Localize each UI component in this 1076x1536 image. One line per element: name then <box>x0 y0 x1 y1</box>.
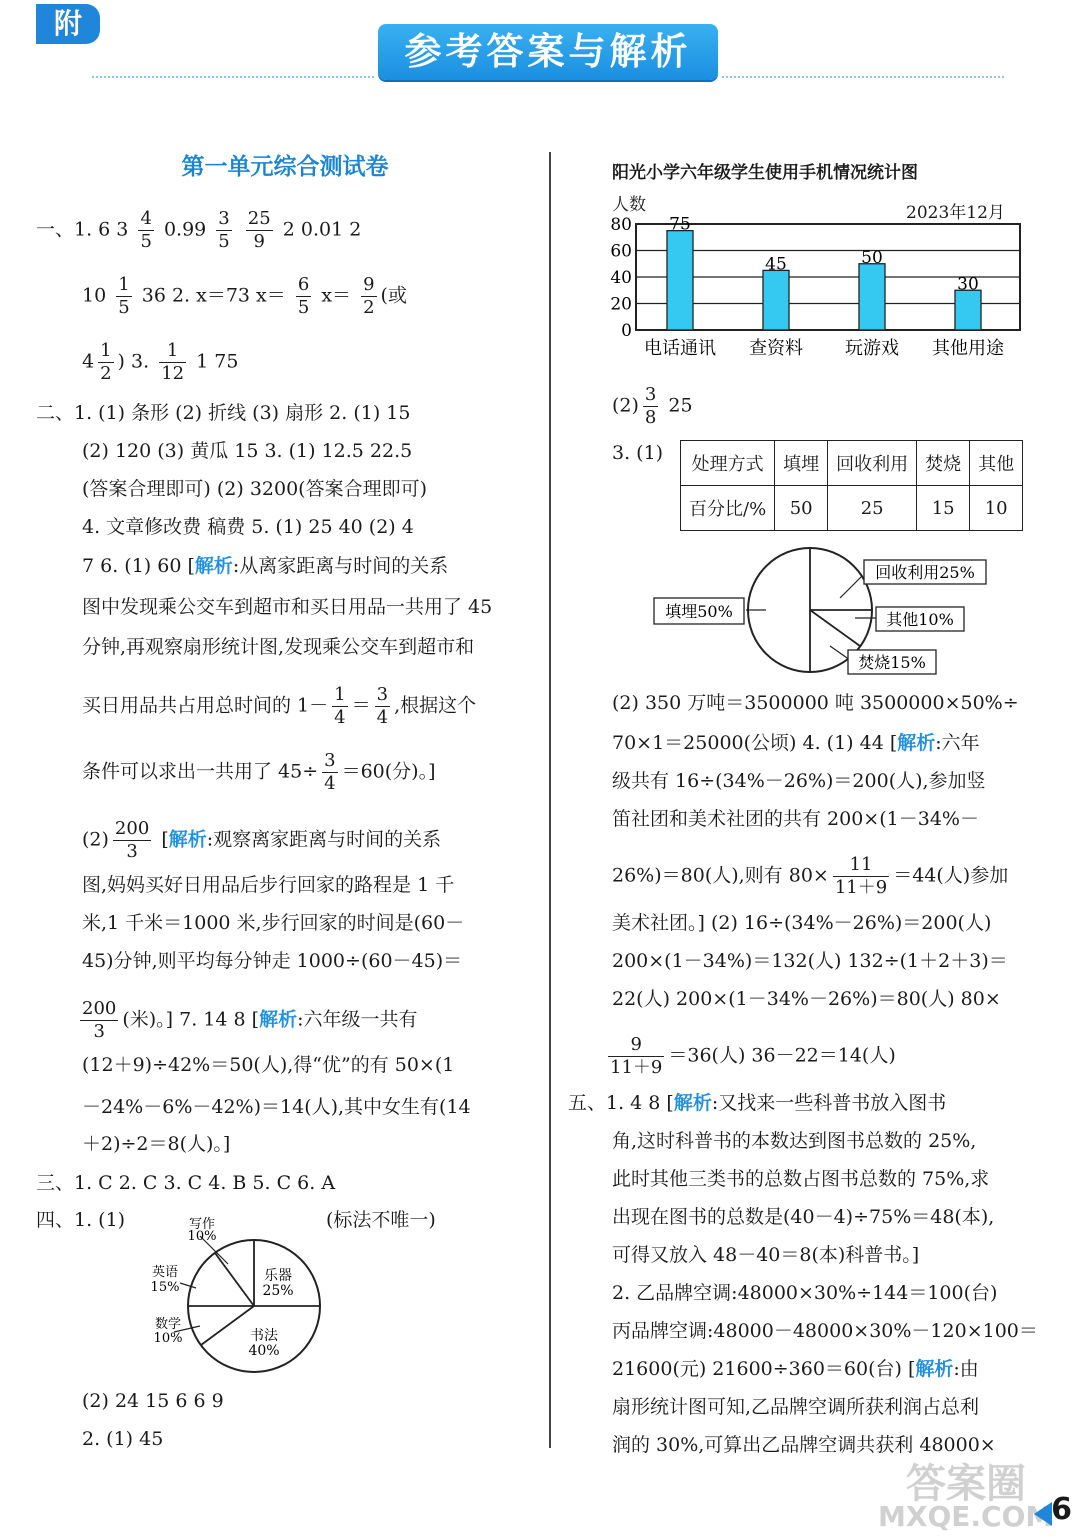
phone-usage-bar-chart <box>600 210 1050 370</box>
pie2-label: 其他10% <box>886 610 954 629</box>
pie2-label: 回收利用25% <box>875 563 975 582</box>
answer-line: $\frac{9}{11+9}$ ＝36(人) 36－22＝14(人) <box>610 1034 896 1078</box>
answer-line: 2. 乙品牌空调:48000×30%÷144＝100(台) <box>612 1282 998 1304</box>
answer-line: ＋2)÷2＝8(人)。] <box>82 1133 231 1155</box>
table-header: 其他 <box>970 441 1023 486</box>
answer-line: －24%－6%－42%)＝14(人),其中女生有(14 <box>82 1096 471 1118</box>
answer-line: 润的 30%,可算出乙品牌空调共获利 48000× <box>612 1434 996 1456</box>
table-header: 填埋 <box>775 441 828 486</box>
watermark-logo: 答案圈 <box>906 1461 1026 1507</box>
answer-line: 米,1 千米＝1000 米,步行回家的时间是(60－ <box>82 912 465 934</box>
answer-line: 200×(1－34%)＝132(人) 132÷(1＋2＋3)＝ <box>612 950 1008 972</box>
pie2-label: 焚烧15% <box>858 653 926 672</box>
answer-line: 条件可以求出一共用了 45÷ $\frac{3}{4}$ ＝60(分)。] <box>82 750 436 794</box>
subject-pie-chart <box>140 1217 340 1392</box>
table-cell: 10 <box>970 486 1023 531</box>
answer-line: (2) $\frac{3}{8}$ 25 <box>612 384 693 428</box>
answer-line: (答案合理即可) (2) 3200(答案合理即可) <box>82 478 427 500</box>
waste-pie-chart <box>650 540 990 680</box>
answer-line: 四、1. (1) <box>36 1209 126 1231</box>
answer-line: 45)分钟,则平均每分钟走 1000÷(60－45)＝ <box>82 950 463 972</box>
table-header: 回收利用 <box>828 441 917 486</box>
answer-line: 21600(元) 21600÷360＝60(台) [解析:由 <box>612 1358 979 1380</box>
answer-line: 图,妈妈买好日用品后步行回家的路程是 1 千 <box>82 874 455 896</box>
appendix-tab: 附 <box>36 4 100 44</box>
chart-y-label: 人数 <box>612 195 646 215</box>
x-category-label: 其他用途 <box>932 338 1004 359</box>
table-cell: 25 <box>828 486 917 531</box>
chart-title: 阳光小学六年级学生使用手机情况统计图 <box>612 163 918 183</box>
watermark-url: MXQE.COM <box>878 1500 1054 1533</box>
x-category-label: 查资料 <box>749 338 803 359</box>
table-cell: 50 <box>775 486 828 531</box>
waste-disposal-table <box>680 440 1023 531</box>
answer-line: 笛社团和美术社团的共有 200×(1－34%－ <box>612 808 979 830</box>
pie1-label: 10% <box>187 1229 217 1244</box>
table-cell: 15 <box>917 486 970 531</box>
answer-line: $\frac{200}{3}$ (米)。] 7. 14 8 [解析:六年级一共有 <box>82 998 418 1042</box>
answer-line: 4 $\frac{1}{2}$ ) 3. $\frac{1}{12}$ 1 75 <box>82 340 239 384</box>
answer-line: 五、1. 4 8 [解析:又找来一些科普书放入图书 <box>568 1092 947 1114</box>
answer-line: 可得又放入 48－40＝8(本)科普书。] <box>612 1244 920 1266</box>
y-tick-label: 60 <box>610 241 632 262</box>
bar-value-label: 75 <box>669 214 691 235</box>
answer-line: 分钟,再观察扇形统计图,发现乘公交车到超市和 <box>82 636 475 658</box>
pie1-label: 数学 <box>154 1317 182 1332</box>
table-header: 处理方式 <box>681 441 775 486</box>
pie2-label: 填埋50% <box>665 602 733 621</box>
chart-date: 2023年12月 <box>906 203 1005 223</box>
page-arrow-icon <box>1034 1502 1052 1526</box>
pie1-label: 15% <box>150 1280 180 1295</box>
y-tick-label: 20 <box>610 294 632 315</box>
answer-line: (12＋9)÷42%＝50(人),得“优”的有 50×(1 <box>82 1054 455 1076</box>
pie1-label: 写作 <box>188 1217 216 1232</box>
table-cell: 百分比/% <box>681 486 775 531</box>
answer-line: 美术社团。] (2) 16÷(34%－26%)＝200(人) <box>612 912 992 934</box>
answer-line: 22(人) 200×(1－34%－26%)＝80(人) 80× <box>612 988 1001 1010</box>
answer-line: (2) 350 万吨＝3500000 吨 3500000×50%÷ <box>612 692 1019 714</box>
answer-line: 扇形统计图可知,乙品牌空调所获利润占总利 <box>612 1396 980 1418</box>
pie1-label: 10% <box>153 1331 183 1346</box>
bar-value-label: 50 <box>861 247 883 268</box>
answer-line: 图中发现乘公交车到超市和买日用品一共用了 45 <box>82 596 493 618</box>
column-divider <box>549 152 551 1448</box>
answer-line: 7 6. (1) 60 [解析:从离家距离与时间的关系 <box>82 555 449 577</box>
answer-line: 一、1. 6 3 $\frac{4}{5}$ 0.99 $\frac{3}{5}$ $\frac{25}{9}$ 2 0.01 2 <box>36 208 362 252</box>
answer-line: 角,这时科普书的本数达到图书总数的 25%, <box>612 1130 977 1152</box>
bar <box>859 264 885 330</box>
answer-line: 此时其他三类书的总数占图书总数的 75%,求 <box>612 1168 990 1190</box>
bar-value-label: 45 <box>765 254 787 275</box>
y-tick-label: 40 <box>610 268 632 288</box>
section-title: 第一单元综合测试卷 <box>181 154 389 180</box>
pie1-label: 乐器 <box>264 1268 292 1284</box>
page-number: 6 <box>1051 1492 1072 1527</box>
answer-line: (2) 24 15 6 6 9 <box>82 1390 224 1412</box>
answer-line: 10 $\frac{1}{5}$ 36 2. x＝73 x＝ $\frac{6}{5}$ x＝ $\frac{9}{2}$ (或 <box>82 274 407 318</box>
pie1-label: 40% <box>248 1343 280 1359</box>
pie1-label: 25% <box>262 1283 294 1299</box>
answer-line: 2. (1) 45 <box>82 1428 164 1450</box>
answer-line: 26%)＝80(人),则有 80× $\frac{11}{11+9}$ ＝44(人)参加 <box>612 854 1009 898</box>
answer-line: 丙品牌空调:48000－48000×30%－120×100＝ <box>612 1320 1038 1342</box>
bar <box>763 270 789 330</box>
answer-line: (2) $\frac{200}{3}$ [解析:观察离家距离与时间的关系 <box>82 818 442 862</box>
header-dotted-line-left <box>92 76 374 78</box>
header-dotted-line-right <box>722 76 1004 78</box>
answer-line: 3. (1) <box>612 442 664 464</box>
answer-line: 级共有 16÷(34%－26%)＝200(人),参加竖 <box>612 770 986 792</box>
bar <box>667 231 693 330</box>
answer-line: 出现在图书的总数是(40－4)÷75%＝48(本), <box>612 1206 995 1228</box>
bar-value-label: 30 <box>957 274 979 295</box>
x-category-label: 玩游戏 <box>845 338 899 359</box>
answer-line: (2) 120 (3) 黄瓜 15 3. (1) 12.5 22.5 <box>82 440 413 462</box>
x-category-label: 电话通讯 <box>644 338 716 359</box>
table-header: 焚烧 <box>917 441 970 486</box>
pie1-label: 英语 <box>151 1265 179 1280</box>
answer-line: 三、1. C 2. C 3. C 4. B 5. C 6. A <box>36 1172 336 1194</box>
answer-line: 4. 文章修改费 稿费 5. (1) 25 40 (2) 4 <box>82 516 414 538</box>
y-tick-label: 80 <box>610 215 632 235</box>
answer-line: 买日用品共占用总时间的 1－ $\frac{1}{4}$ ＝ $\frac{3}{4}$ ,根据这个 <box>82 684 477 728</box>
answer-line: (标法不唯一) <box>326 1209 436 1231</box>
bar <box>955 290 981 330</box>
y-tick-label: 0 <box>621 321 632 341</box>
answer-line: 70×1＝25000(公顷) 4. (1) 44 [解析:六年 <box>612 732 980 754</box>
page-banner: 参考答案与解析 <box>378 24 718 80</box>
answer-line: 二、1. (1) 条形 (2) 折线 (3) 扇形 2. (1) 15 <box>36 402 411 424</box>
pie1-label: 书法 <box>250 1328 278 1344</box>
